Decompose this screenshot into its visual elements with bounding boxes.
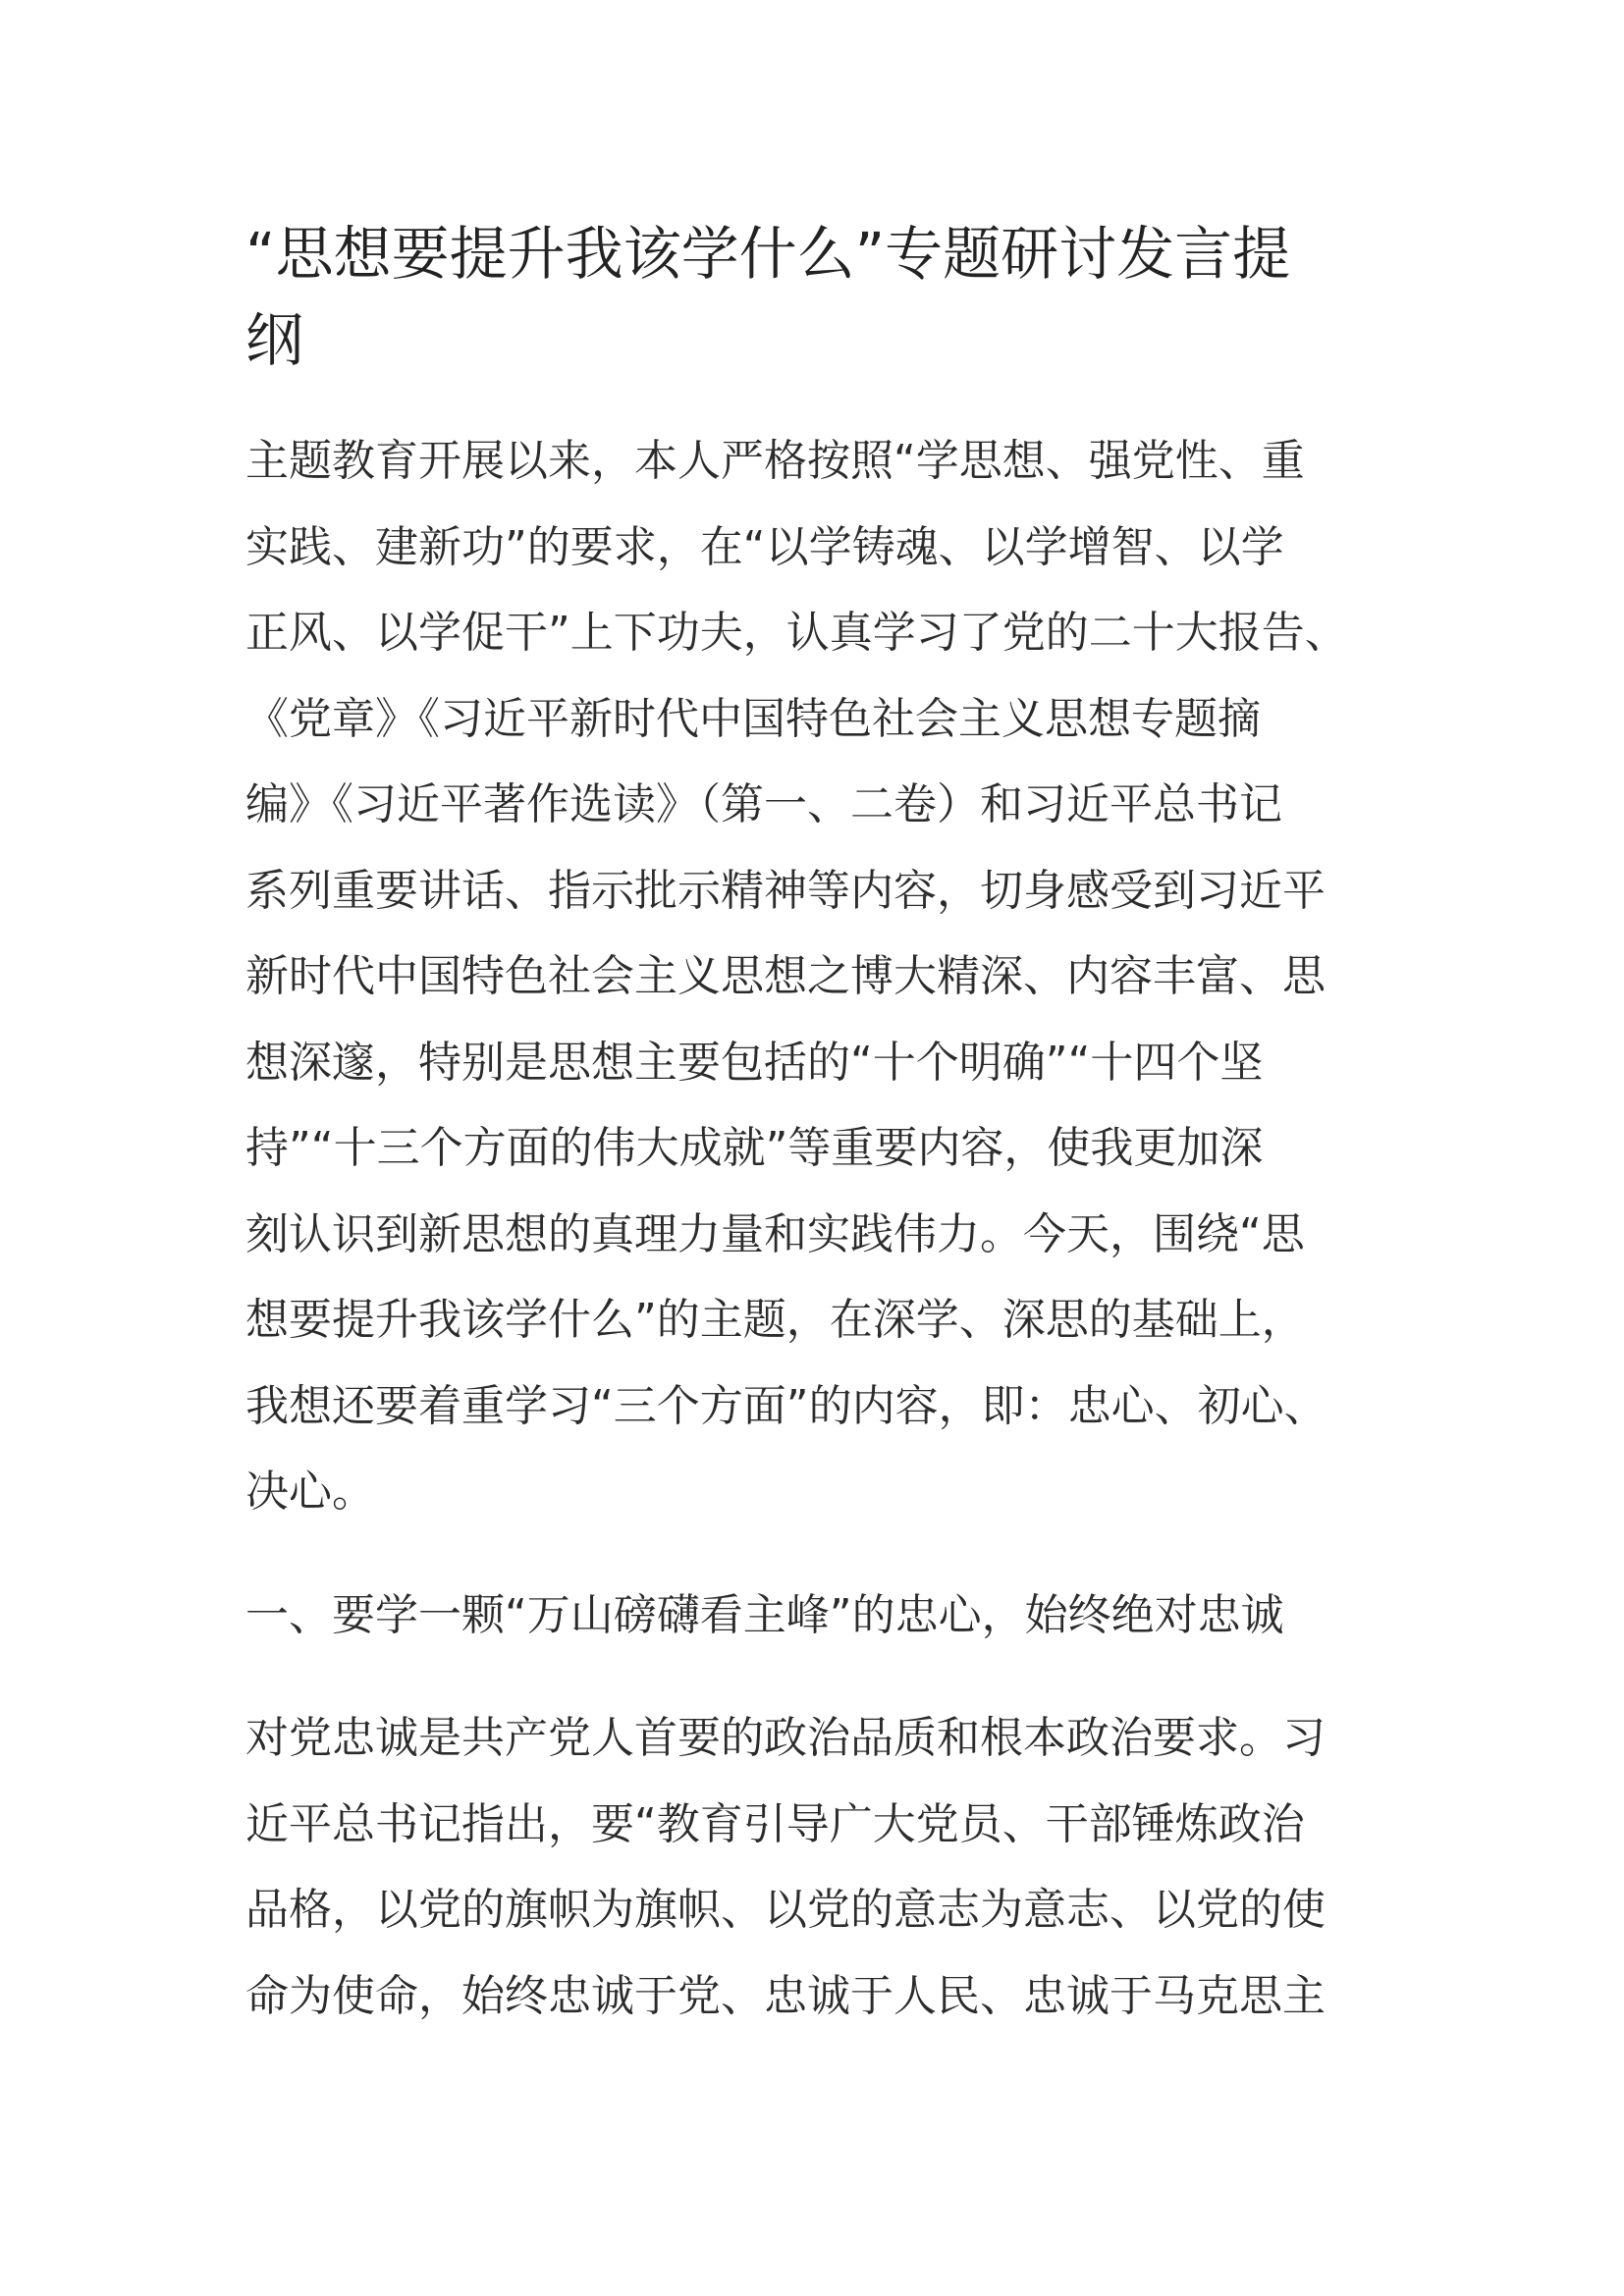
paragraph-line: 刻认识到新思想的真理力量和实践伟力。今天，围绕“思 [245,1208,1305,1259]
title-line: “思想要提升我该学什么”专题研讨发言提 [245,220,1291,288]
paragraph-line: 编》《习近平著作选读》（第一、二卷）和习近平总书记 [245,779,1282,829]
section-heading [245,1573,1394,1659]
document-title [245,211,1394,384]
paragraph-line: 对党忠诚是共产党人首要的政治品质和根本政治要求。习 [245,1713,1326,1763]
paragraph-line: 系列重要讲话、指示批示精神等内容，切身感受到习近平 [245,865,1326,916]
paragraph-line: 正风、以学促干”上下功夫，认真学习了党的二十大报告、 [245,608,1348,658]
section-heading-text: 一、要学一颗“万山磅礴看主峰”的忠心，始终绝对忠诚 [245,1589,1284,1640]
paragraph-line: 《党章》《习近平新时代中国特色社会主义思想专题摘 [245,693,1261,744]
paragraph-line: 持”“十三个方面的伟大成就”等重要内容，使我更加深 [245,1123,1264,1173]
paragraph-line: 我想还要着重学习“三个方面”的内容，即：忠心、初心、 [245,1380,1327,1431]
paragraph-line: 决心。 [245,1467,375,1517]
intro-paragraph [245,418,1394,1535]
section-paragraph [245,1695,1394,2039]
paragraph-line: 主题教育开展以来，本人严格按照“学思想、强党性、重 [245,436,1305,486]
paragraph-line: 近平总书记指出，要“教育引导广大党员、干部锤炼政治 [245,1798,1305,1849]
paragraph-line: 想深邃，特别是思想主要包括的“十个明确”“十四个坚 [245,1037,1264,1088]
paragraph-line: 命为使命，始终忠诚于党、忠诚于人民、忠诚于马克思主 [245,1970,1326,2021]
paragraph-line: 品格，以党的旗帜为旗帜、以党的意志为意志、以党的使 [245,1885,1326,1935]
document-content [245,211,1394,2039]
paragraph-line: 实践、建新功”的要求，在“以学铸魂、以学增智、以学 [245,521,1284,572]
title-line: 纲 [245,306,304,374]
paragraph-line: 新时代中国特色社会主义思想之博大精深、内容丰富、思 [245,951,1326,1001]
paragraph-line: 想要提升我该学什么”的主题，在深学、深思的基础上， [245,1295,1305,1345]
